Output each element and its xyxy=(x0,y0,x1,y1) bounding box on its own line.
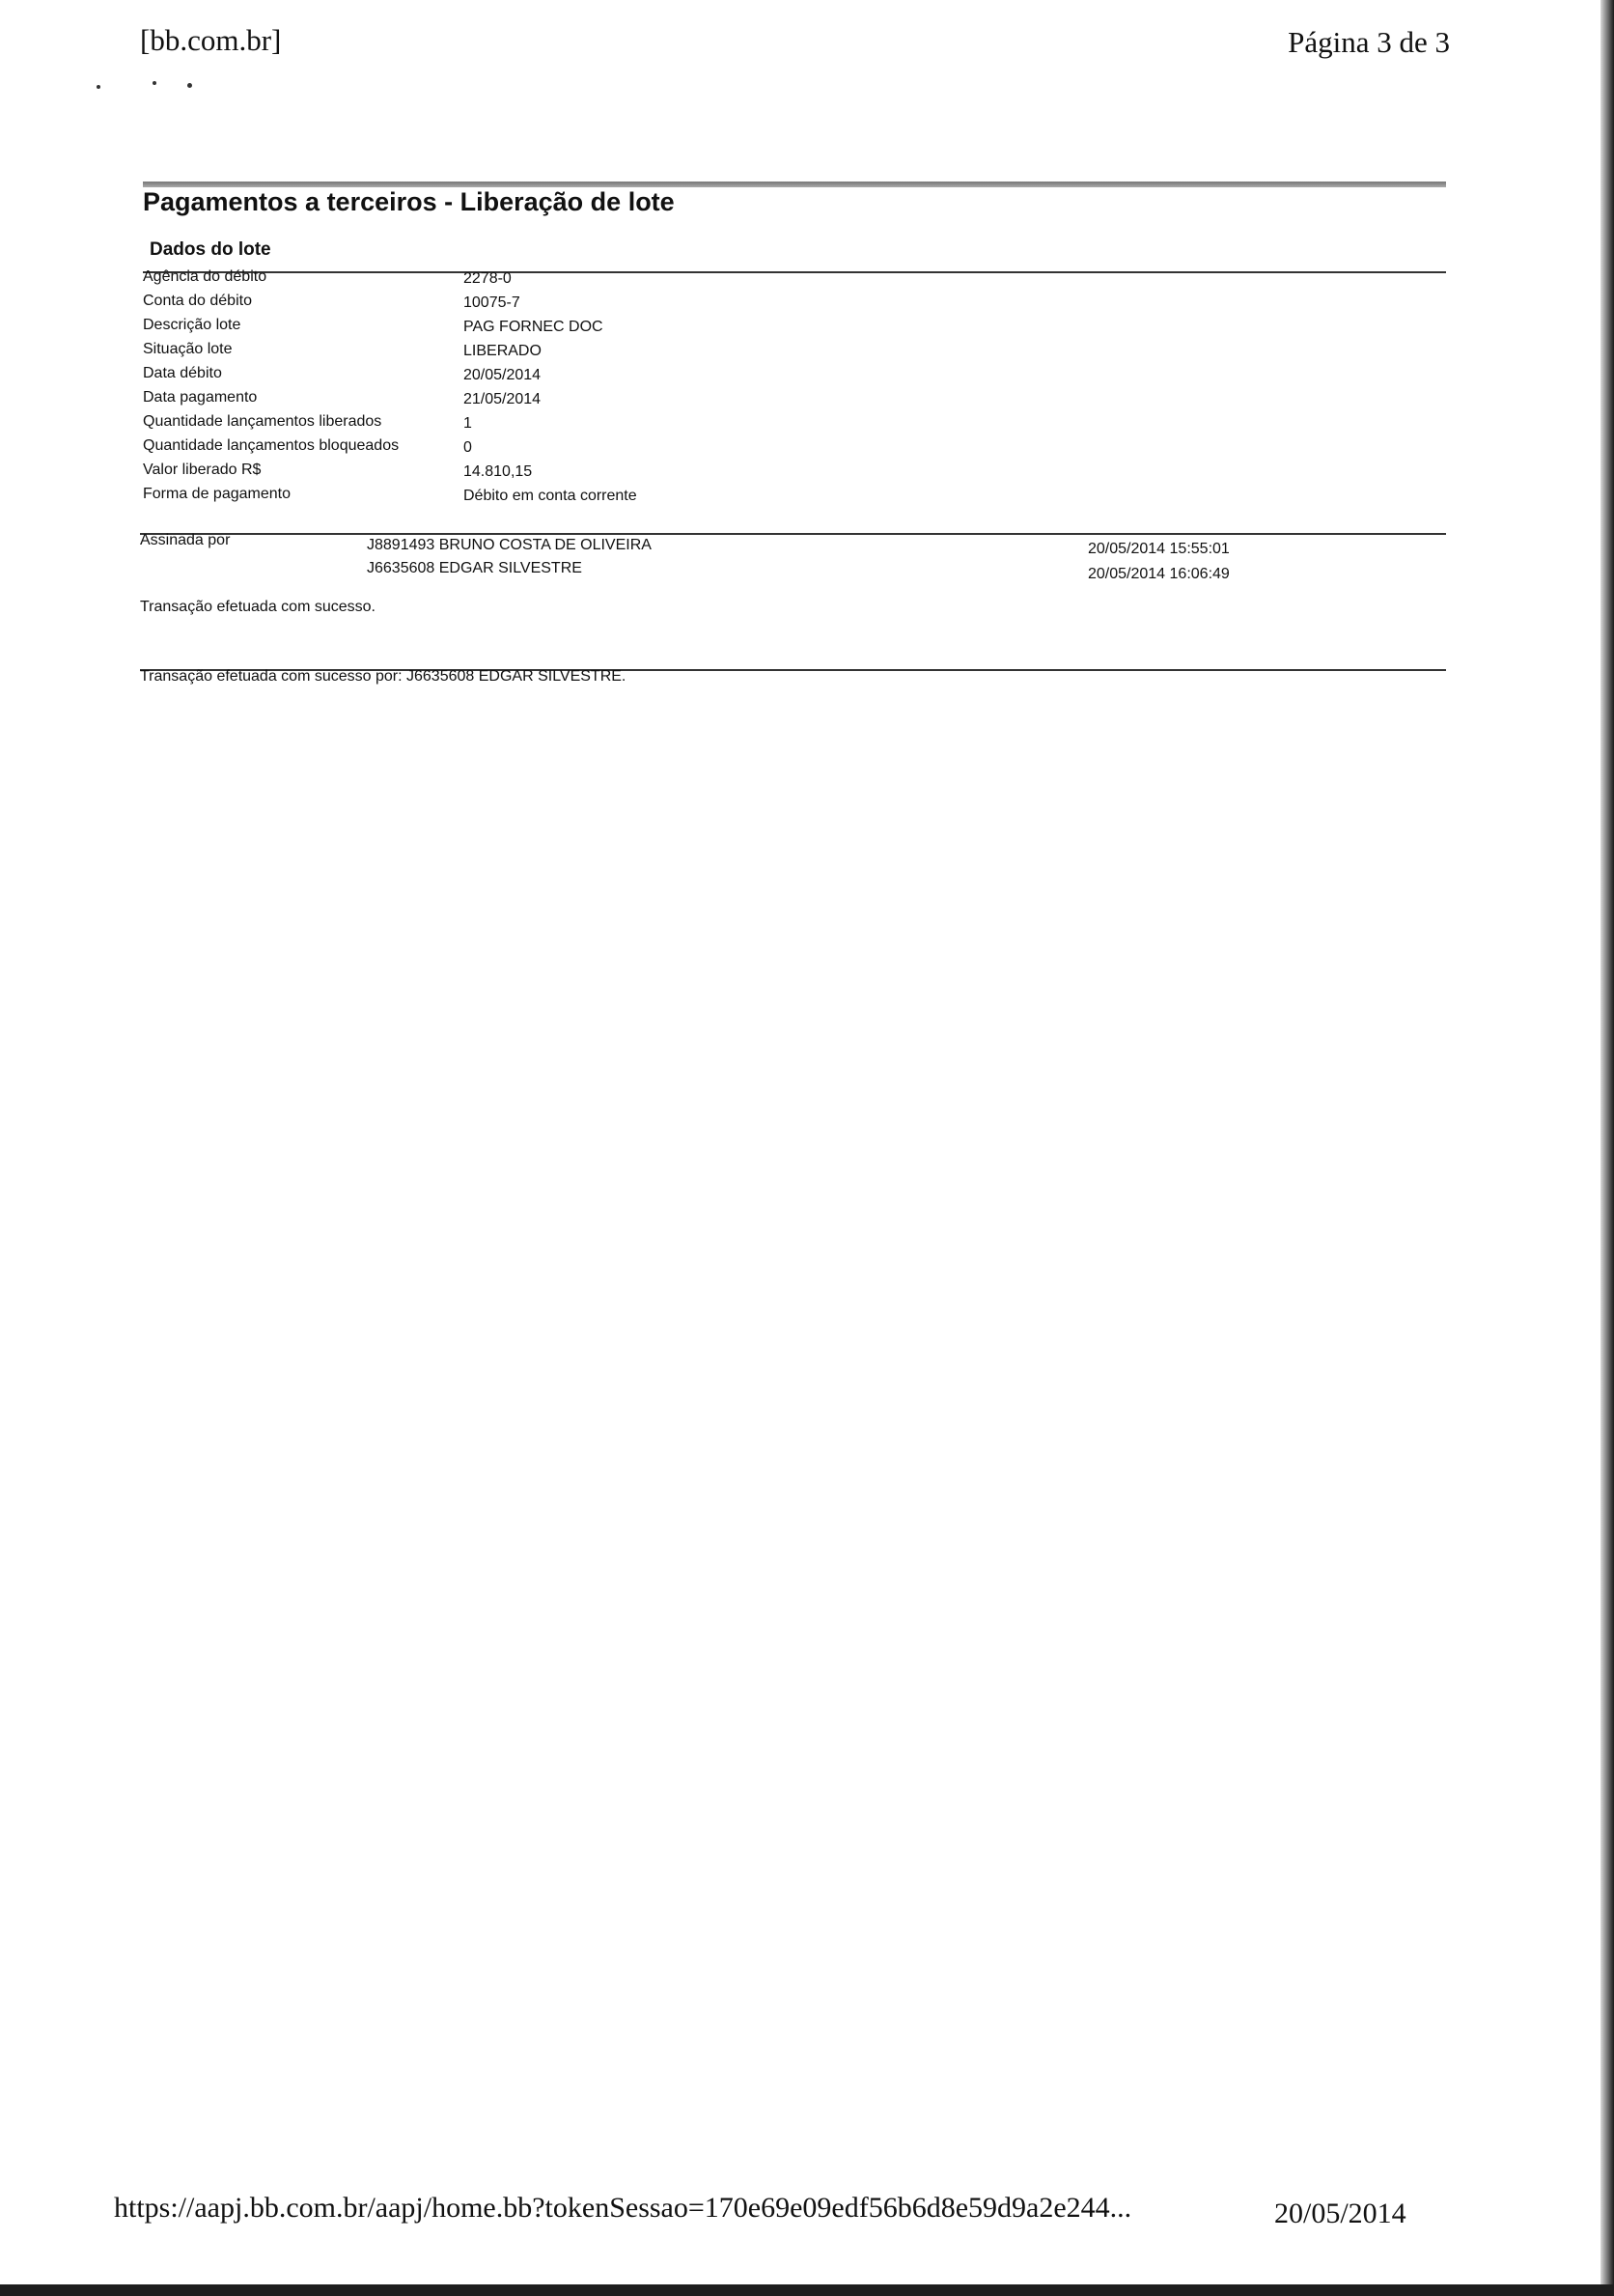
scan-edge-right xyxy=(1600,0,1614,2296)
field-value: 10075-7 xyxy=(463,294,520,311)
field-value: LIBERADO xyxy=(463,343,542,359)
scan-edge-bottom xyxy=(0,2284,1614,2296)
field-value: 21/05/2014 xyxy=(463,391,542,407)
field-value: 0 xyxy=(463,439,472,456)
section-title: Dados do lote xyxy=(150,239,271,260)
field-value: 20/05/2014 xyxy=(463,367,542,383)
field-label: Situação lote xyxy=(143,341,233,357)
field-label: Data débito xyxy=(143,365,222,381)
field-value: PAG FORNEC DOC xyxy=(463,319,603,335)
page-title: Pagamentos a terceiros - Liberação de lote xyxy=(143,187,675,216)
field-value: 14.810,15 xyxy=(463,463,533,480)
signature-datetime: 20/05/2014 15:55:01 xyxy=(1088,541,1230,557)
signed-by-label: Assinada por xyxy=(140,532,231,548)
footer-url: https://aapj.bb.com.br/aapj/home.bb?tokenSessao=170e69e09edf56b6d8e59d9a2e244... xyxy=(114,2192,1132,2224)
field-label: Conta do débito xyxy=(143,293,252,309)
signatures-divider xyxy=(140,533,1446,535)
header-site: [bb.com.br] xyxy=(140,23,282,57)
field-label: Data pagamento xyxy=(143,389,258,406)
section-divider xyxy=(143,271,1446,273)
status-message: Transação efetuada com sucesso. xyxy=(140,599,376,615)
scan-specks xyxy=(97,79,212,93)
header-page-number: Página 3 de 3 xyxy=(1288,25,1450,59)
field-label: Quantidade lançamentos bloqueados xyxy=(143,437,400,454)
field-label: Agência do débito xyxy=(143,268,267,285)
field-label: Quantidade lançamentos liberados xyxy=(143,413,382,430)
field-value: Débito em conta corrente xyxy=(463,488,637,504)
field-value: 2278-0 xyxy=(463,270,512,287)
signature-datetime: 20/05/2014 16:06:49 xyxy=(1088,566,1230,582)
field-value: 1 xyxy=(463,415,472,432)
field-label: Forma de pagamento xyxy=(143,486,291,502)
field-label: Valor liberado R$ xyxy=(143,462,262,478)
field-label: Descrição lote xyxy=(143,317,241,333)
final-message: Transação efetuada com sucesso por: J6635608 EDGAR SILVESTRE. xyxy=(140,668,626,685)
signer-name: J6635608 EDGAR SILVESTRE xyxy=(367,560,582,576)
footer-date: 20/05/2014 xyxy=(1274,2198,1406,2229)
signer-name: J8891493 BRUNO COSTA DE OLIVEIRA xyxy=(367,537,652,553)
